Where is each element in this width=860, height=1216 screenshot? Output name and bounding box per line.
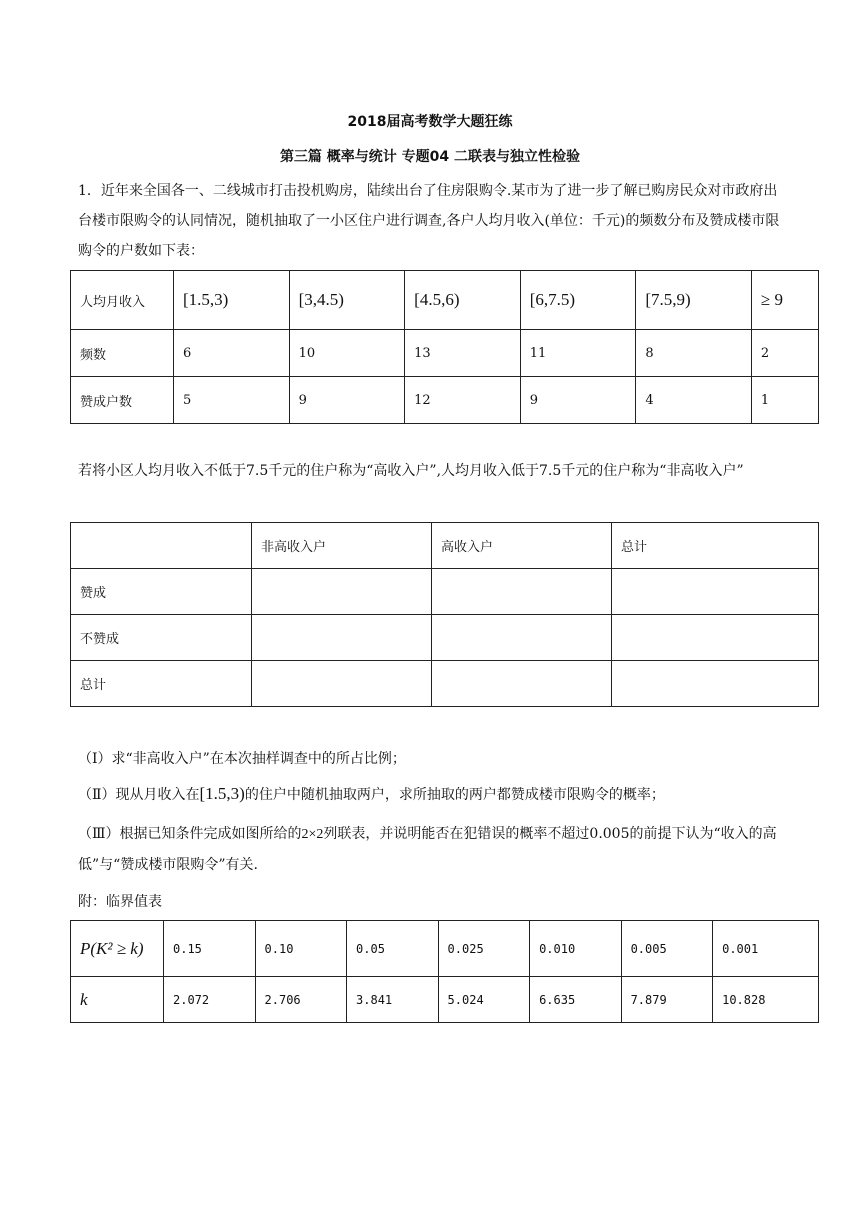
table-cell: 0.05 (347, 921, 439, 977)
empty-cell (432, 569, 612, 615)
empty-cell (252, 661, 432, 707)
table-row (71, 661, 819, 707)
interval-cell: [7.5,9) (636, 271, 752, 330)
empty-cell (432, 615, 612, 661)
table-size-math: 2×2 (301, 827, 324, 842)
table-row (71, 921, 819, 977)
table-cell: 10.828 (713, 977, 819, 1023)
appendix-label: 附：临界值表 (78, 894, 162, 910)
table-cell: 2.706 (255, 977, 347, 1023)
row-label: 不赞成 (71, 615, 252, 661)
table-cell: 11 (520, 330, 636, 377)
question-2-prefix: （Ⅱ）现从月收入在 (78, 787, 200, 803)
table-cell: 0.005 (621, 921, 713, 977)
interval-cell: [1.5,3) (174, 271, 290, 330)
table-cell: 12 (405, 377, 521, 424)
table-cell: 10 (289, 330, 405, 377)
empty-cell (612, 661, 819, 707)
question-3-prefix: （Ⅲ）根据已知条件完成如图所给的 (78, 826, 302, 842)
table-row (71, 330, 819, 377)
row-label: P(K² ≥ k) (71, 921, 164, 977)
table-row (71, 615, 819, 661)
table-cell: 13 (405, 330, 521, 377)
question-1: （Ⅰ）求“非高收入户”在本次抽样调查中的所占比例； (78, 751, 406, 767)
header-cell: 总计 (612, 523, 819, 569)
table-row (71, 569, 819, 615)
row-label: 总计 (71, 661, 252, 707)
table-cell: 0.15 (164, 921, 256, 977)
table-cell: 9 (289, 377, 405, 424)
interval-cell: [6,7.5) (520, 271, 636, 330)
table-cell: 6.635 (530, 977, 622, 1023)
table-cell: 1 (751, 377, 818, 424)
row-label: 人均月收入 (71, 271, 174, 330)
interval-cell: [4.5,6) (405, 271, 521, 330)
table-cell: 7.879 (621, 977, 713, 1023)
table-cell: 6 (174, 330, 290, 377)
table-cell: 3.841 (347, 977, 439, 1023)
empty-cell (612, 569, 819, 615)
document-title: 2018届高考数学大题狂练 (347, 114, 513, 130)
row-label: 赞成户数 (71, 377, 174, 424)
interval-math: [1.5,3) (199, 784, 245, 803)
header-cell: 非高收入户 (252, 523, 432, 569)
row-label: k (71, 977, 164, 1023)
table-cell: 5.024 (438, 977, 530, 1023)
empty-cell (252, 615, 432, 661)
table-cell: 0.10 (255, 921, 347, 977)
table-cell: 2.072 (164, 977, 256, 1023)
problem-intro: 1．近年来全国各一、二线城市打击投机购房，陆续出台了住房限购令.某市为了进一步了解已购房民众对市政府出台楼市限购令的认同情况，随机抽取了一小区住户进行调查,各户人均月收入(单位：千元)的频数分布及赞成楼市限购令的户数如下表： (78, 183, 780, 259)
table-cell: 8 (636, 330, 752, 377)
table-row (71, 271, 819, 330)
table-row (71, 377, 819, 424)
question-3-suffix: 列联表，并说明能否在犯错误的概率不超过0.005的前提下认为“收入的高低”与“赞成楼市限购令”有关. (78, 826, 777, 873)
frequency-table (70, 270, 819, 424)
table-cell: 0.025 (438, 921, 530, 977)
interval-cell: ≥ 9 (751, 271, 818, 330)
table-cell: 2 (751, 330, 818, 377)
question-3 (78, 819, 790, 880)
empty-cell (612, 615, 819, 661)
table-row (71, 977, 819, 1023)
table-cell: 0.010 (530, 921, 622, 977)
question-2 (78, 779, 790, 810)
document-subtitle: 第三篇 概率与统计 专题04 二联表与独立性检验 (279, 149, 581, 165)
header-cell: 高收入户 (432, 523, 612, 569)
empty-cell (252, 569, 432, 615)
table-cell: 5 (174, 377, 290, 424)
interval-cell: [3,4.5) (289, 271, 405, 330)
row-label: 频数 (71, 330, 174, 377)
table-cell: 0.001 (713, 921, 819, 977)
empty-cell (432, 661, 612, 707)
row-label: 赞成 (71, 569, 252, 615)
question-2-suffix: 的住户中随机抽取两户，求所抽取的两户都赞成楼市限购令的概率； (244, 787, 665, 803)
table-cell: 9 (520, 377, 636, 424)
header-cell (71, 523, 252, 569)
table-row (71, 523, 819, 569)
contingency-table (70, 522, 819, 707)
table-cell: 4 (636, 377, 752, 424)
critical-value-table (70, 920, 819, 1023)
definition-text: 若将小区人均月收入不低于7.5千元的住户称为“高收入户”,人均月收入低于7.5千元的住户称为“非高收入户” (78, 463, 744, 479)
